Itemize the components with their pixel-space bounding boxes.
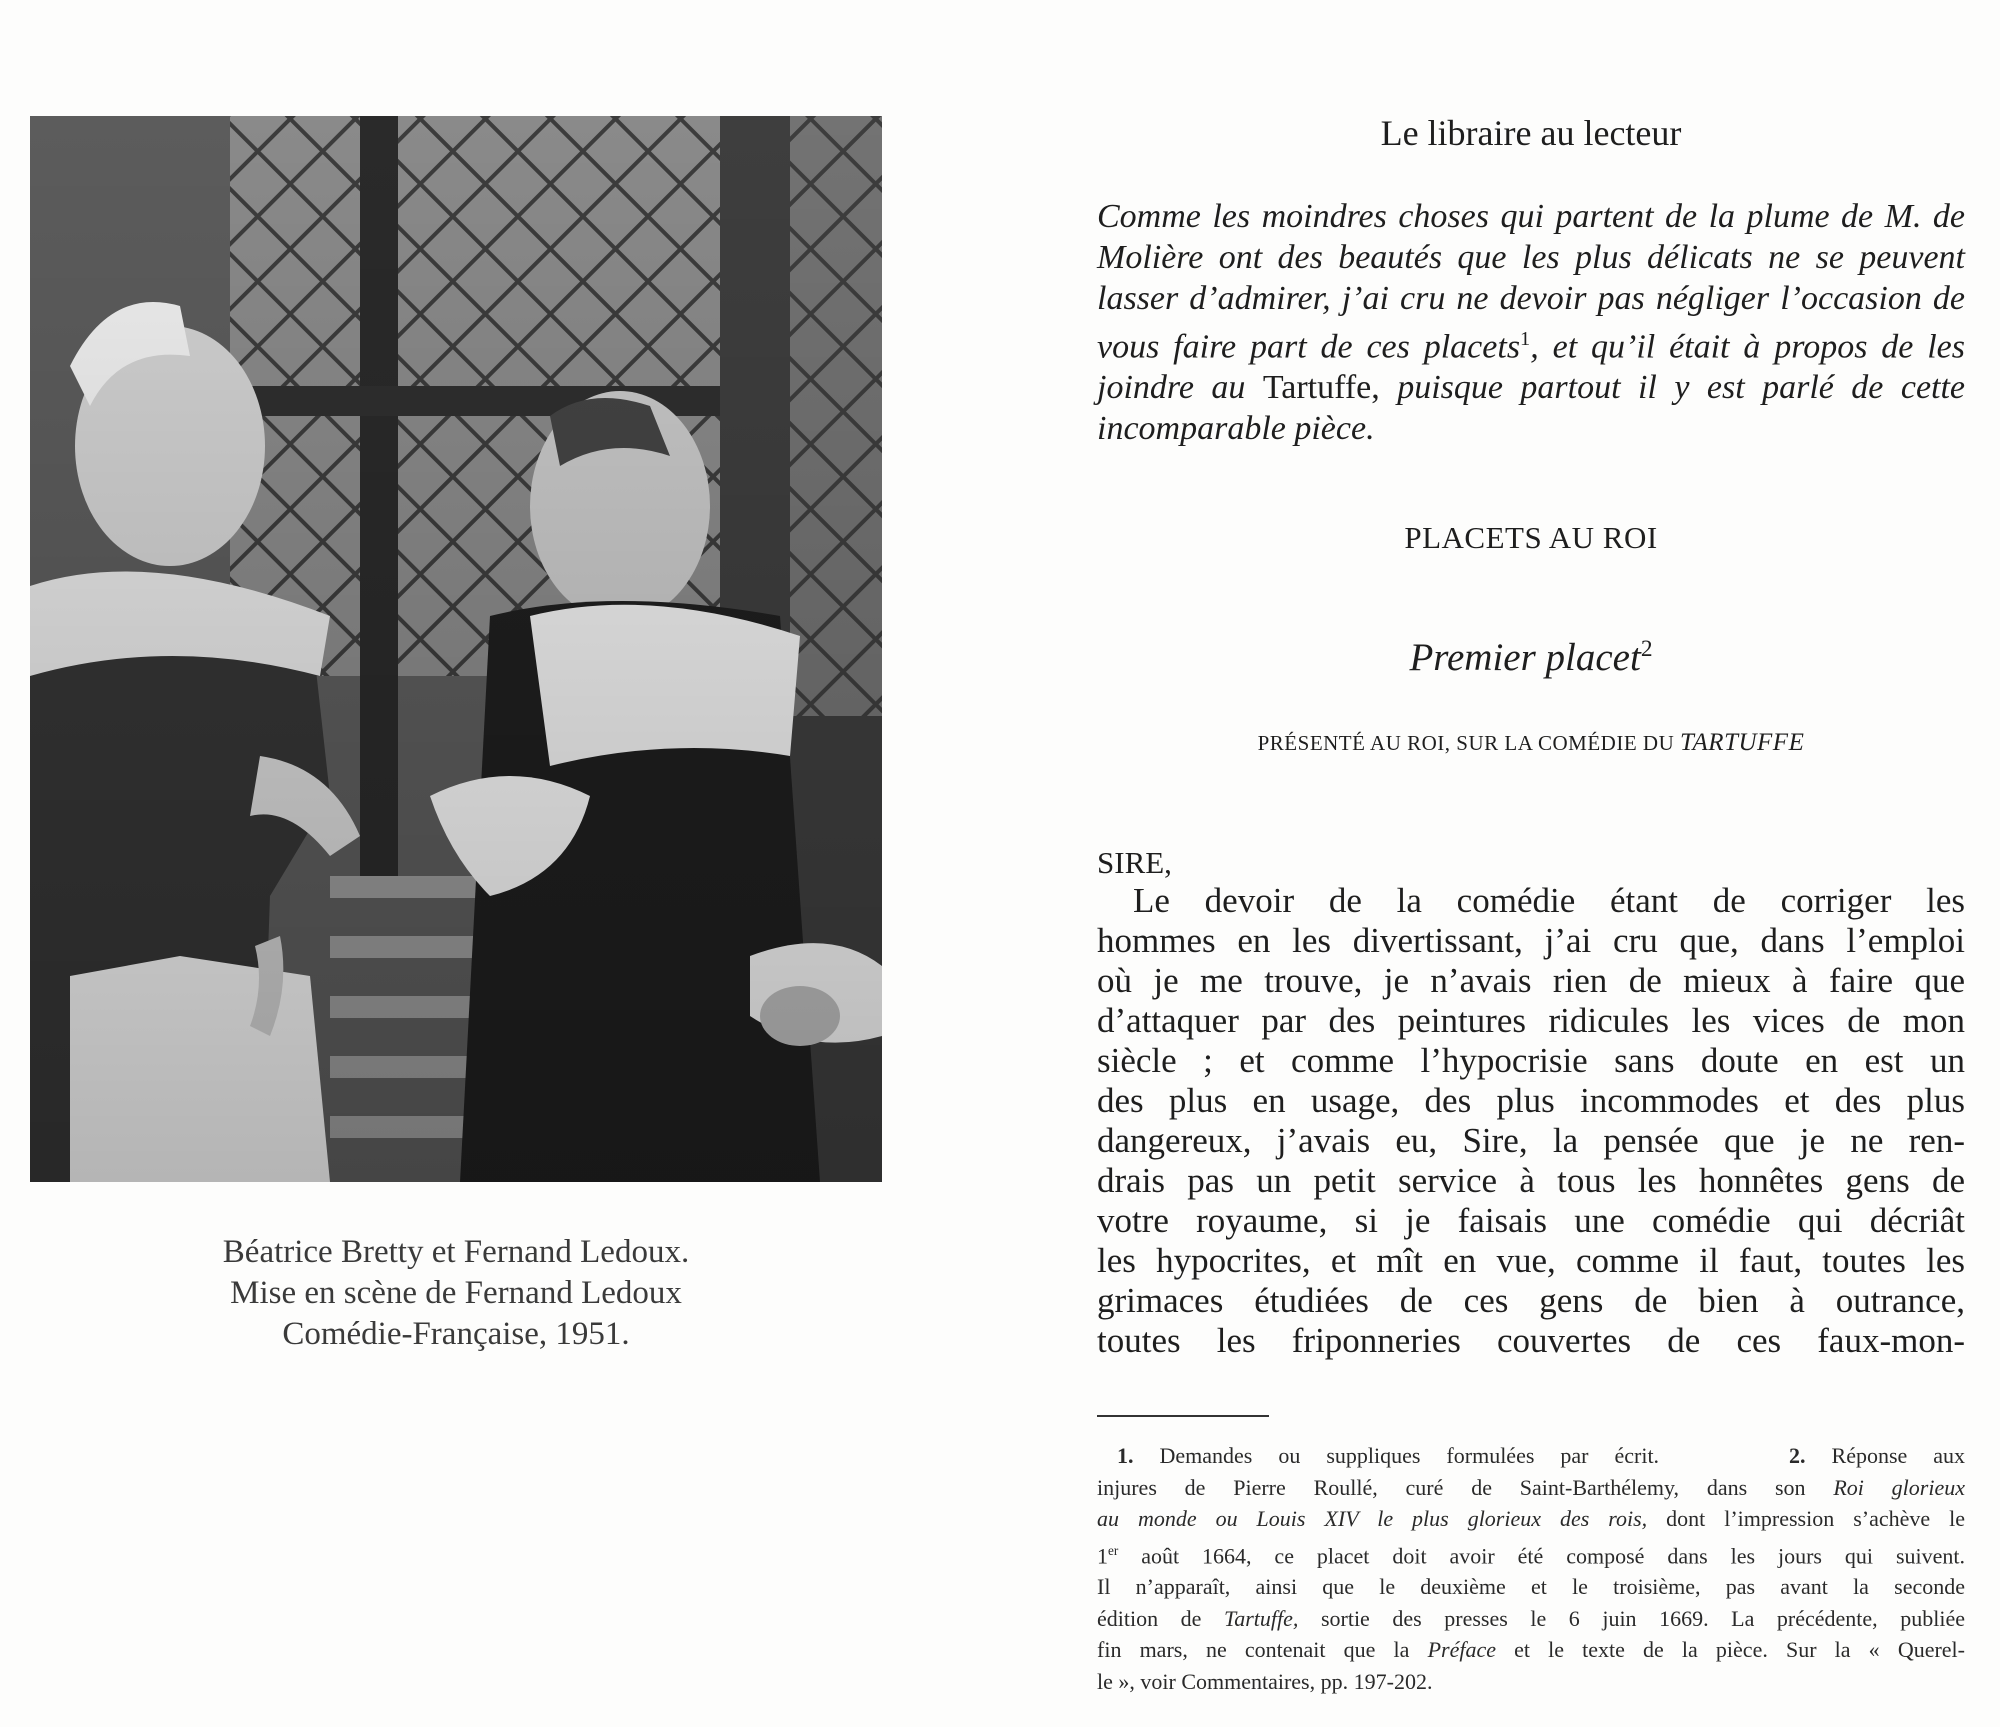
body-line: drais pas un petit service à tous les honnêtes gens de (1097, 1161, 1965, 1200)
footnote-mark: 1 (1520, 328, 1531, 350)
footnote-text: dont l’impression s’achève le (1666, 1506, 1965, 1531)
footnote-line (1097, 1503, 1965, 1535)
intro-paragraph (1097, 196, 1965, 449)
placet-body (1097, 881, 1965, 1361)
footnote-title: Tartuffe, (1223, 1605, 1299, 1631)
subheading-presente (1097, 729, 1965, 757)
footnote-text: 1 (1097, 1542, 1108, 1568)
footnote-line (1097, 1472, 1965, 1504)
footnote-title: au monde ou Louis XIV le plus glorieux des rois, (1097, 1506, 1648, 1531)
body-line: grimaces étudiées de ces gens de bien à outrance, (1097, 1281, 1965, 1320)
footnote-line (1097, 1535, 1965, 1572)
body-line: les hypocrites, et mît en vue, comme il faut, toutes les (1097, 1241, 1965, 1280)
heading-libraire: Le libraire au lecteur (1380, 113, 1682, 153)
footnote-number: 2. (1789, 1443, 1806, 1468)
intro-line: l’occasion de vous faire part de ces placets (1097, 280, 1965, 366)
body-line: toutes les friponneries couvertes de ces faux-mon- (1097, 1321, 1965, 1360)
body-line: des plus en usage, des plus incommodes et des plus (1097, 1081, 1965, 1120)
intro-line: peuvent lasser d’admirer, j’ai cru ne devoir pas négliger (1097, 239, 1965, 317)
stage-photo-illustration (30, 116, 882, 1182)
footnote-text: injures de Pierre Roullé, curé de Saint-Barthélemy, dans son (1097, 1474, 1806, 1500)
footnote-text: édition de (1097, 1605, 1202, 1631)
footnotes (1097, 1440, 1965, 1697)
heading-placets: PLACETS AU ROI (1404, 520, 1658, 555)
footnote-title: Roi glorieux (1833, 1474, 1965, 1500)
intro-line: , et qu’il était (1530, 328, 1730, 366)
intro-line: puisque partout il y (1397, 369, 1690, 407)
intro-line: Comme les moindres choses qui partent de la plume de (1097, 198, 1874, 235)
footnote-line: le », voir Commentaires, pp. 197-202. (1097, 1668, 1433, 1694)
body-line: d’attaquer par des peintures ridicules les vices de mon (1097, 1001, 1965, 1040)
footnote-line: Il n’apparaît, ainsi que le deuxième et le troisième, pas avant la seconde (1097, 1574, 1965, 1600)
photo-caption (30, 1232, 882, 1355)
footnote-text: Réponse aux (1831, 1443, 1966, 1468)
footnote-sup: er (1108, 1542, 1119, 1558)
footnote-line (1097, 1634, 1965, 1666)
caption-line: Comédie-Française, 1951. (282, 1316, 630, 1352)
body-line: dangereux, j’avais eu, Sire, la pensée que je ne ren- (1097, 1121, 1965, 1160)
premier-title: Premier placet (1409, 636, 1641, 679)
intro-line: à propos de les joindre au (1097, 328, 1966, 407)
footnote-line (1097, 1603, 1965, 1635)
footnote-text: et le texte de la pièce. Sur la « Querel- (1514, 1637, 1965, 1663)
footnote-text: Demandes ou suppliques formulées par écrit. (1159, 1443, 1660, 1468)
presente-title: TARTUFFE (1679, 729, 1805, 756)
intro-line: M. de Molière ont des beautés que les plus délicats ne se (1097, 198, 1966, 276)
footnote-mark: 2 (1640, 636, 1653, 662)
caption-line: Mise en scène de Fernand Ledoux (230, 1275, 682, 1311)
footnote-title: Préface (1427, 1637, 1496, 1663)
intro-title-tartuffe: Tartuffe, (1262, 369, 1380, 407)
body-line: Le devoir de la comédie étant de corriger les (1133, 881, 1965, 920)
stage-photo (30, 116, 882, 1182)
body-line: hommes en les divertissant, j’ai cru que, dans l’emploi (1097, 921, 1965, 960)
footnote-text: fin mars, ne contenait que la (1097, 1637, 1410, 1663)
footnote-text: août 1664, ce placet doit avoir été composé dans les jours qui suivent. (1141, 1542, 1966, 1568)
footnote-text: sortie des presses le 6 juin 1669. La précédente, publiée (1320, 1605, 1965, 1631)
footnote-rule (1097, 1415, 1269, 1417)
salutation: SIRE, (1097, 845, 1172, 880)
body-line: siècle ; et comme l’hypocrisie sans doute en est un (1097, 1041, 1965, 1080)
footnote-line (1097, 1440, 1965, 1472)
body-line: où je me trouve, je n’avais rien de mieux à faire que (1097, 961, 1965, 1000)
caption-line: Béatrice Bretty et Fernand Ledoux. (222, 1234, 690, 1270)
intro-line: est parlé de cette incomparable pièce. (1097, 369, 1966, 448)
presente-prefix: PRÉSENTÉ AU ROI, SUR LA COMÉDIE DU (1257, 731, 1675, 755)
footnote-number: 1. (1117, 1443, 1134, 1468)
body-line: votre royaume, si je faisais une comédie qui décriât (1097, 1201, 1965, 1240)
heading-premier-placet (1097, 635, 1965, 680)
